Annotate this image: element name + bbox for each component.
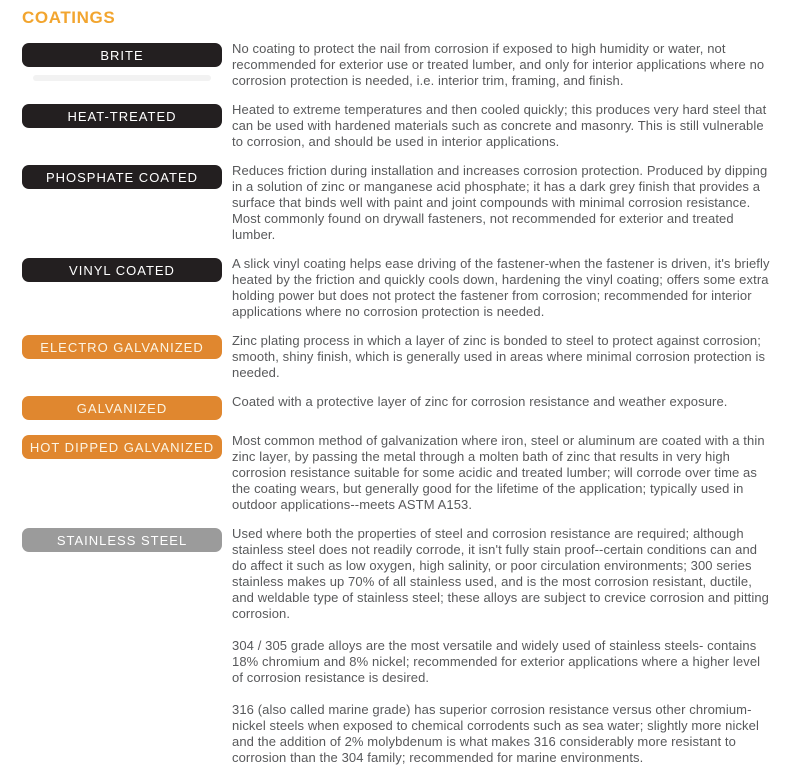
coating-badge-column bbox=[22, 394, 222, 420]
coating-paragraph: No coating to protect the nail from corrosion if exposed to high humidity or water, not recommended for exterior use or treated lumber, and only for interior applications where no corrosion protection is needed, i.e. interior trim, framing, and finish. bbox=[232, 41, 765, 88]
coating-badge-column bbox=[22, 41, 222, 81]
coating-badge: GALVANIZED bbox=[22, 396, 222, 420]
coating-badge-column bbox=[22, 526, 222, 552]
coating-paragraph: Reduces friction during installation and increases corrosion protection. Produced by dipping in a solution of zinc or manganese acid phosphate; it has a dark grey finish that provides a surface that binds well with paint and joint compounds with minimal corrosion resistance. Most commonly found on drywall fasteners, not recommended for exterior and treated lumber. bbox=[232, 163, 768, 242]
coating-description bbox=[232, 333, 770, 381]
coating-badge-column bbox=[22, 333, 222, 359]
coating-row bbox=[22, 41, 770, 89]
coating-paragraph: Heated to extreme temperatures and then cooled quickly; this produces very hard steel that can be used with hardened materials such as concrete and masonry. This is still vulnerable to corrosion, and should be used in interior applications. bbox=[232, 102, 767, 149]
coating-badge-column bbox=[22, 256, 222, 282]
coating-row bbox=[22, 163, 770, 243]
coating-row bbox=[22, 526, 770, 766]
coating-badge-column bbox=[22, 433, 222, 459]
coating-row bbox=[22, 333, 770, 381]
coating-paragraph: 316 (also called marine grade) has superior corrosion resistance versus other chromium-nickel steels when exposed to chemical corrodents such as sea water; slightly more nickel and the addition of 2% molybdenum is what makes 316 considerably more resistant to corrosion than the 304 family; recommended for marine environments. bbox=[232, 702, 759, 765]
coating-row bbox=[22, 256, 770, 320]
coating-paragraph: A slick vinyl coating helps ease driving of the fastener-when the fastener is driven, it's briefly heated by the friction and quickly cools down, hardening the vinyl coating; offers some extra holding power but does not protect the fastener from corrosion; recommended for interior applications where no corrosion protection is needed. bbox=[232, 256, 770, 319]
coating-paragraph: Zinc plating process in which a layer of zinc is bonded to steel to protect against corrosion; smooth, shiny finish, which is generally used in areas where minimal corrosion protection is needed. bbox=[232, 333, 766, 380]
coating-badge: BRITE bbox=[22, 43, 222, 67]
coating-paragraph: 304 / 305 grade alloys are the most versatile and widely used of stainless steels- contains 18% chromium and 8% nickel; recommended for exterior applications where a higher level of corrosion resistance is desired. bbox=[232, 638, 761, 685]
coating-description bbox=[232, 102, 770, 150]
coating-description bbox=[232, 256, 770, 320]
coating-badge: HEAT-TREATED bbox=[22, 104, 222, 128]
coating-row bbox=[22, 394, 770, 420]
coating-row bbox=[22, 433, 770, 513]
coating-badge-column bbox=[22, 102, 222, 128]
coating-badge: ELECTRO GALVANIZED bbox=[22, 335, 222, 359]
coating-description bbox=[232, 41, 770, 89]
coating-badge: VINYL COATED bbox=[22, 258, 222, 282]
coatings-list bbox=[22, 41, 770, 766]
coating-description bbox=[232, 163, 770, 243]
coating-description bbox=[232, 526, 770, 766]
coating-description bbox=[232, 394, 770, 410]
coating-paragraph: Coated with a protective layer of zinc for corrosion resistance and weather exposure. bbox=[232, 394, 728, 409]
coating-paragraph: Used where both the properties of steel and corrosion resistance are required; although stainless steel does not readily corrode, it isn't fully stain proof--certain conditions can and do affect it such as low oxygen, high salinity, or poor circulation environments; 300 series stainless makes up 70% of all stainless used, and is the most corrosion resistant, ductile, and weldable type of stainless steel; these alloys are subject to crevice corrosion and pitting corrosion. bbox=[232, 526, 770, 621]
coating-paragraph: Most common method of galvanization where iron, steel or aluminum are coated with a thin zinc layer, by passing the metal through a molten bath of zinc that results in very high corrosion resistance suitable for some acidic and treated lumber; will corrode over time as the coating wears, but generally good for the lifetime of the application; typically used in outdoor applications--meets ASTM A153. bbox=[232, 433, 765, 512]
coating-badge: PHOSPHATE COATED bbox=[22, 165, 222, 189]
coating-row bbox=[22, 102, 770, 150]
coating-description bbox=[232, 433, 770, 513]
coating-badge: HOT DIPPED GALVANIZED bbox=[22, 435, 222, 459]
coating-badge: STAINLESS STEEL bbox=[22, 528, 222, 552]
coating-badge-column bbox=[22, 163, 222, 189]
page-title: COATINGS bbox=[22, 8, 116, 27]
